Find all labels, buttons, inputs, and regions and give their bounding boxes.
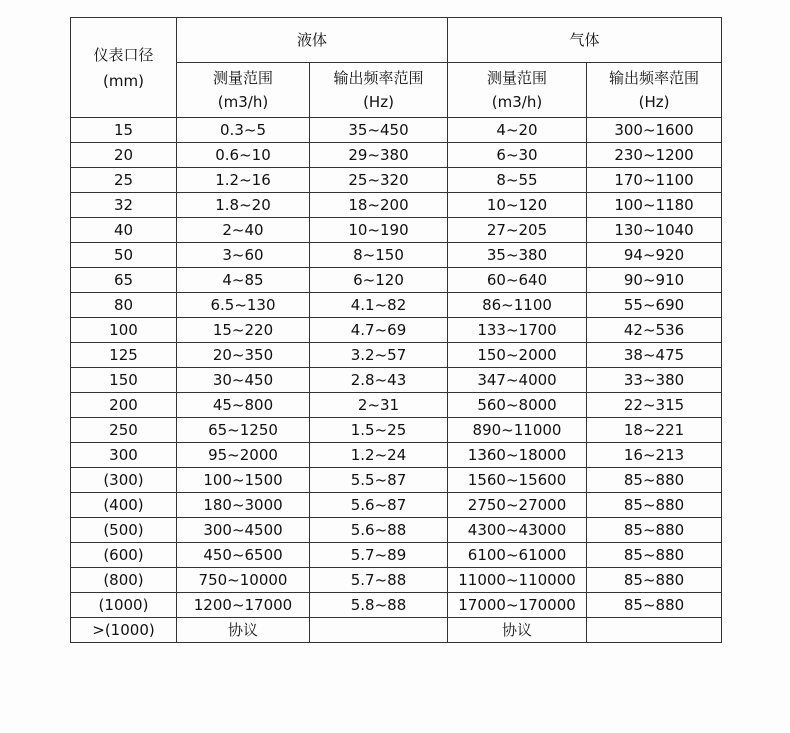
liquid-range-cell: 45~800 (177, 393, 310, 418)
gas-range-label: 测量范围 (487, 69, 548, 87)
gas-frequency-cell: 16~213 (587, 443, 722, 468)
diameter-cell: 100 (71, 318, 177, 343)
liquid-frequency-cell: 1.2~24 (310, 443, 448, 468)
table-row (71, 543, 722, 568)
gas-frequency-cell: 85~880 (587, 568, 722, 593)
diameter-cell: (300) (71, 468, 177, 493)
table-row (71, 218, 722, 243)
gas-range-cell: 60~640 (448, 268, 587, 293)
liquid-frequency-cell: 6~120 (310, 268, 448, 293)
liquid-range-cell: 300~4500 (177, 518, 310, 543)
diameter-cell: 15 (71, 118, 177, 143)
gas-range-cell: 1560~15600 (448, 468, 587, 493)
spec-table-container (70, 17, 722, 643)
liquid-frequency-cell: 5.8~88 (310, 593, 448, 618)
table-row (71, 268, 722, 293)
gas-range-cell: 27~205 (448, 218, 587, 243)
gas-frequency-cell: 300~1600 (587, 118, 722, 143)
gas-range-cell: 8~55 (448, 168, 587, 193)
liquid-frequency-cell: 5.6~87 (310, 493, 448, 518)
liquid-range-cell: 0.3~5 (177, 118, 310, 143)
liquid-range-cell: 180~3000 (177, 493, 310, 518)
table-row (71, 193, 722, 218)
liquid-frequency-header (310, 63, 448, 118)
liquid-range-cell: 1.8~20 (177, 193, 310, 218)
table-row (71, 318, 722, 343)
liquid-frequency-cell: 29~380 (310, 143, 448, 168)
gas-range-cell: 4~20 (448, 118, 587, 143)
gas-frequency-cell: 230~1200 (587, 143, 722, 168)
liquid-frequency-cell: 35~450 (310, 118, 448, 143)
table-row (71, 118, 722, 143)
diameter-cell: 300 (71, 443, 177, 468)
liquid-range-cell: 100~1500 (177, 468, 310, 493)
gas-frequency-cell: 85~880 (587, 543, 722, 568)
liquid-frequency-cell: 5.7~89 (310, 543, 448, 568)
gas-frequency-cell: 94~920 (587, 243, 722, 268)
gas-range-cell: 347~4000 (448, 368, 587, 393)
table-row (71, 243, 722, 268)
gas-range-cell: 4300~43000 (448, 518, 587, 543)
liquid-range-cell: 750~10000 (177, 568, 310, 593)
gas-range-cell: 890~11000 (448, 418, 587, 443)
liquid-range-unit: (m3/h) (217, 93, 269, 111)
table-row (71, 168, 722, 193)
liquid-range-cell: 6.5~130 (177, 293, 310, 318)
diameter-cell: 250 (71, 418, 177, 443)
liquid-range-cell: 15~220 (177, 318, 310, 343)
liquid-frequency-cell: 5.7~88 (310, 568, 448, 593)
table-row (71, 468, 722, 493)
table-row (71, 443, 722, 468)
gas-frequency-unit: (Hz) (638, 93, 670, 111)
liquid-frequency-cell: 2.8~43 (310, 368, 448, 393)
gas-frequency-cell: 33~380 (587, 368, 722, 393)
gas-frequency-cell: 18~221 (587, 418, 722, 443)
gas-range-header (448, 63, 587, 118)
liquid-frequency-cell: 4.1~82 (310, 293, 448, 318)
table-row (71, 618, 722, 643)
diameter-cell: (600) (71, 543, 177, 568)
gas-frequency-cell: 170~1100 (587, 168, 722, 193)
liquid-frequency-cell: 25~320 (310, 168, 448, 193)
liquid-header: 液体 (177, 18, 448, 63)
liquid-range-label: 测量范围 (212, 69, 273, 87)
gas-frequency-cell: 100~1180 (587, 193, 722, 218)
gas-frequency-cell: 85~880 (587, 468, 722, 493)
flowmeter-spec-table (70, 17, 722, 643)
liquid-frequency-cell: 8~150 (310, 243, 448, 268)
liquid-range-header (177, 63, 310, 118)
table-row (71, 418, 722, 443)
gas-range-cell: 10~120 (448, 193, 587, 218)
diameter-cell: 125 (71, 343, 177, 368)
gas-range-cell: 17000~170000 (448, 593, 587, 618)
diameter-cell: (1000) (71, 593, 177, 618)
gas-frequency-cell: 42~536 (587, 318, 722, 343)
table-row (71, 568, 722, 593)
gas-frequency-cell: 90~910 (587, 268, 722, 293)
diameter-cell: 150 (71, 368, 177, 393)
liquid-frequency-cell: 5.5~87 (310, 468, 448, 493)
liquid-frequency-cell: 1.5~25 (310, 418, 448, 443)
liquid-frequency-cell: 4.7~69 (310, 318, 448, 343)
gas-range-cell: 11000~110000 (448, 568, 587, 593)
liquid-frequency-cell (310, 618, 448, 643)
diameter-cell: 25 (71, 168, 177, 193)
gas-range-cell: 86~1100 (448, 293, 587, 318)
gas-frequency-cell: 85~880 (587, 518, 722, 543)
liquid-range-cell: 95~2000 (177, 443, 310, 468)
diameter-cell: 65 (71, 268, 177, 293)
liquid-range-cell: 30~450 (177, 368, 310, 393)
diameter-cell: (400) (71, 493, 177, 518)
table-row (71, 343, 722, 368)
liquid-range-cell: 2~40 (177, 218, 310, 243)
diameter-cell: 50 (71, 243, 177, 268)
gas-range-cell: 协议 (448, 618, 587, 643)
diameter-header-label: 仪表口径 (93, 45, 154, 64)
gas-frequency-cell (587, 618, 722, 643)
gas-range-cell: 35~380 (448, 243, 587, 268)
diameter-cell: 32 (71, 193, 177, 218)
gas-range-cell: 560~8000 (448, 393, 587, 418)
liquid-range-cell: 1.2~16 (177, 168, 310, 193)
diameter-header-unit: (mm) (103, 71, 144, 90)
gas-range-cell: 150~2000 (448, 343, 587, 368)
gas-frequency-header (587, 63, 722, 118)
liquid-range-cell: 3~60 (177, 243, 310, 268)
gas-range-cell: 2750~27000 (448, 493, 587, 518)
liquid-range-cell: 0.6~10 (177, 143, 310, 168)
table-row (71, 393, 722, 418)
diameter-cell: 40 (71, 218, 177, 243)
gas-frequency-cell: 55~690 (587, 293, 722, 318)
liquid-frequency-cell: 5.6~88 (310, 518, 448, 543)
gas-range-cell: 1360~18000 (448, 443, 587, 468)
diameter-cell: 200 (71, 393, 177, 418)
liquid-frequency-cell: 3.2~57 (310, 343, 448, 368)
table-row (71, 143, 722, 168)
liquid-frequency-cell: 2~31 (310, 393, 448, 418)
diameter-header (71, 18, 177, 118)
liquid-range-cell: 协议 (177, 618, 310, 643)
liquid-frequency-cell: 10~190 (310, 218, 448, 243)
gas-frequency-cell: 22~315 (587, 393, 722, 418)
gas-range-unit: (m3/h) (491, 93, 543, 111)
table-row (71, 493, 722, 518)
liquid-range-cell: 450~6500 (177, 543, 310, 568)
gas-range-cell: 6~30 (448, 143, 587, 168)
table-row (71, 293, 722, 318)
liquid-range-cell: 20~350 (177, 343, 310, 368)
diameter-cell: 80 (71, 293, 177, 318)
header-row-top (71, 18, 722, 63)
table-row (71, 368, 722, 393)
gas-frequency-cell: 85~880 (587, 593, 722, 618)
gas-frequency-cell: 85~880 (587, 493, 722, 518)
gas-frequency-cell: 38~475 (587, 343, 722, 368)
liquid-frequency-unit: (Hz) (363, 93, 394, 111)
diameter-cell: (800) (71, 568, 177, 593)
gas-frequency-label: 输出频率范围 (609, 69, 700, 87)
liquid-range-cell: 65~1250 (177, 418, 310, 443)
diameter-cell: (500) (71, 518, 177, 543)
gas-range-cell: 6100~61000 (448, 543, 587, 568)
liquid-range-cell: 4~85 (177, 268, 310, 293)
liquid-frequency-label: 输出频率范围 (333, 69, 424, 87)
gas-header: 气体 (448, 18, 722, 63)
liquid-range-cell: 1200~17000 (177, 593, 310, 618)
table-row (71, 518, 722, 543)
diameter-cell: >(1000) (71, 618, 177, 643)
liquid-frequency-cell: 18~200 (310, 193, 448, 218)
gas-range-cell: 133~1700 (448, 318, 587, 343)
table-row (71, 593, 722, 618)
diameter-cell: 20 (71, 143, 177, 168)
gas-frequency-cell: 130~1040 (587, 218, 722, 243)
